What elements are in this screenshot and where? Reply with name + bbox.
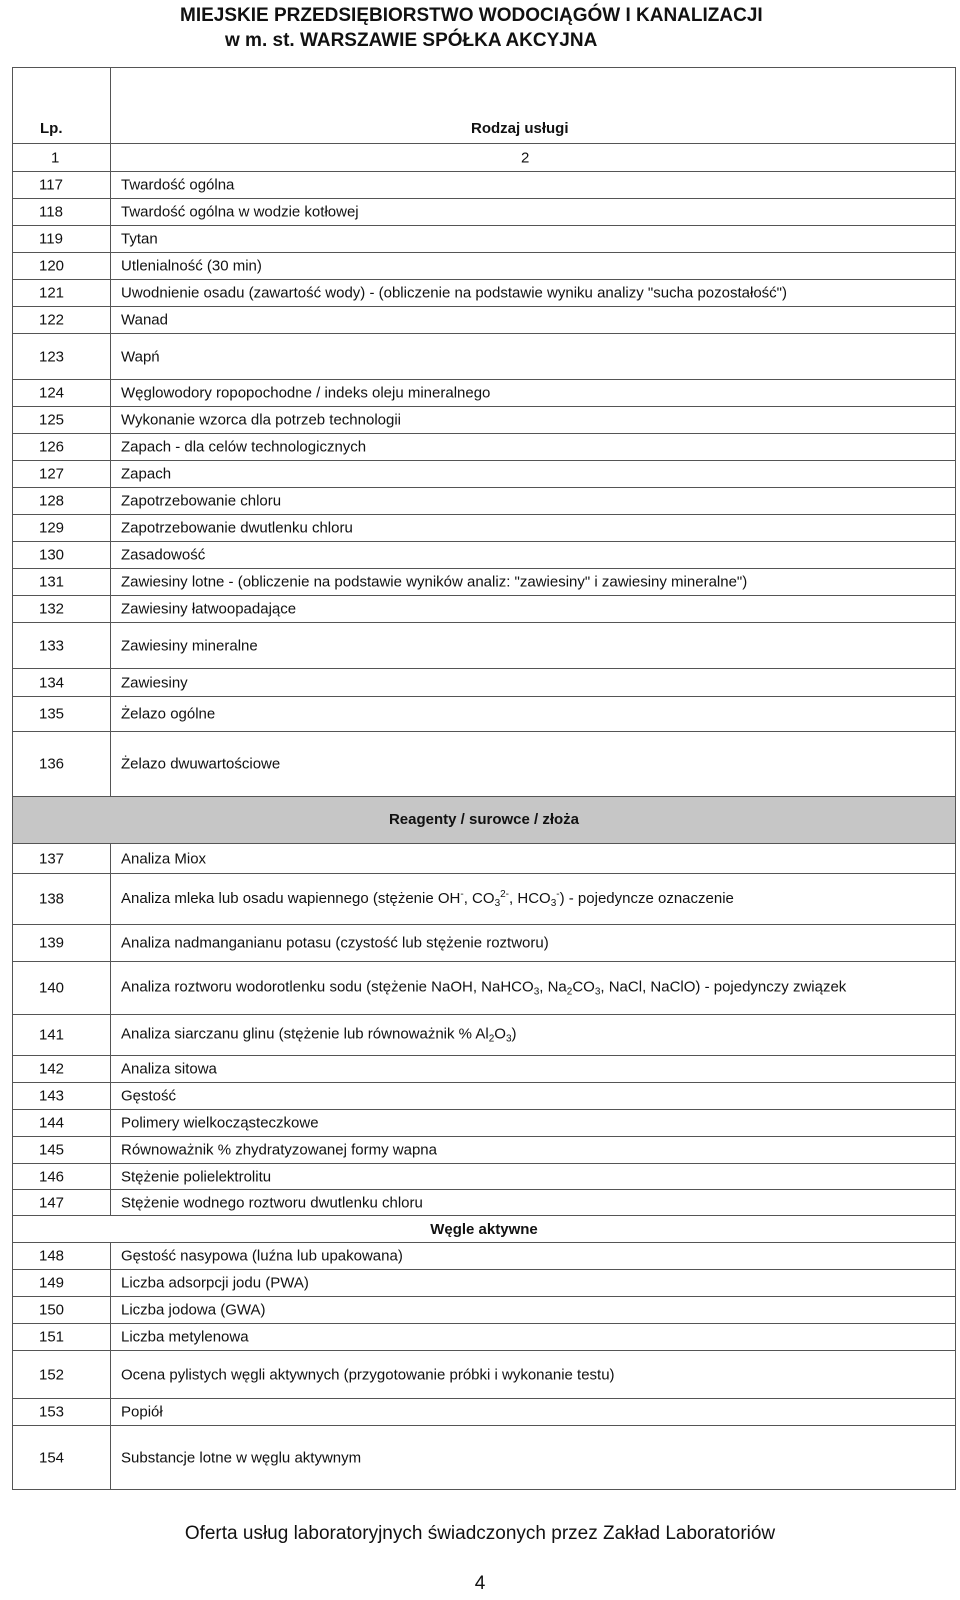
row-name: Zasadowość xyxy=(121,546,206,564)
row-lp: 139 xyxy=(39,934,65,952)
row-name: Analiza mleka lub osadu wapiennego (stężenie OH-, $CO_3^{2-}$, $HCO_3^-$) - pojedyncze oznaczenie xyxy=(121,889,734,909)
table-row xyxy=(13,488,955,515)
row-lp: 145 xyxy=(39,1141,65,1159)
section-row-carbon xyxy=(13,1216,955,1243)
row-name: Twardość ogólna w wodzie kotłowej xyxy=(121,203,359,221)
row-name: Żelazo dwuwartościowe xyxy=(121,755,281,773)
row-lp: 148 xyxy=(39,1247,65,1265)
header-line-2: w m. st. WARSZAWIE SPÓŁKA AKCYJNA xyxy=(225,30,598,51)
row-name: Liczba metylenowa xyxy=(121,1328,249,1346)
row-lp: 142 xyxy=(39,1060,65,1078)
row-name: Popiół xyxy=(121,1403,163,1421)
row-lp: 127 xyxy=(39,465,65,483)
table-row xyxy=(13,1324,955,1351)
document-header xyxy=(180,3,763,53)
row-lp: 132 xyxy=(39,600,65,618)
table-row xyxy=(13,925,955,962)
table-row xyxy=(13,1056,955,1083)
row-name: Zapotrzebowanie chloru xyxy=(121,492,282,510)
row-lp: 138 xyxy=(39,890,65,908)
row-name: Zawiesiny łatwoopadające xyxy=(121,600,297,618)
row-name: Twardość ogólna xyxy=(121,176,235,194)
row-name: Utlenialność (30 min) xyxy=(121,257,262,275)
row-name: Ocena pylistych węgli aktywnych (przygotowanie próbki i wykonanie testu) xyxy=(121,1366,615,1383)
row-name: Analiza roztworu wodorotlenku sodu (stężenie NaOH, NaHCO$_3$, $Na_2CO_3$, NaCl, NaClO) - pojedynczy związek xyxy=(121,978,847,998)
table-row xyxy=(13,1270,955,1297)
table-row xyxy=(13,307,955,334)
row-lp: 123 xyxy=(39,348,65,365)
table-row xyxy=(13,1083,955,1110)
table-row xyxy=(13,1351,955,1399)
row-lp: 143 xyxy=(39,1087,65,1105)
row-name: Węglowodory ropopochodne / indeks oleju mineralnego xyxy=(121,384,491,402)
table-row xyxy=(13,1137,955,1164)
table-row xyxy=(13,1426,955,1490)
page-number: 4 xyxy=(474,1573,486,1594)
row-lp: 131 xyxy=(39,573,65,591)
table-row xyxy=(13,253,955,280)
row-name: Liczba adsorpcji jodu (PWA) xyxy=(121,1274,309,1292)
row-name: Stężenie polielektrolitu xyxy=(121,1168,272,1185)
col-service-header: Rodzaj usługi xyxy=(471,120,569,137)
row-name: Tytan xyxy=(121,230,158,248)
row-name: Wapń xyxy=(121,348,160,365)
row-lp: 153 xyxy=(39,1403,65,1421)
row-lp: 126 xyxy=(39,438,65,456)
services-table xyxy=(12,67,956,1490)
table-colnum-row xyxy=(13,144,955,172)
row-lp: 122 xyxy=(39,311,65,329)
header-line-1: MIEJSKIE PRZEDSIĘBIORSTWO WODOCIĄGÓW I KANALIZACJI xyxy=(180,5,763,26)
table-row xyxy=(13,172,955,199)
row-name: Substancje lotne w węglu aktywnym xyxy=(121,1449,362,1466)
section-row-reagents xyxy=(13,797,955,844)
row-lp: 125 xyxy=(39,411,65,429)
table-row xyxy=(13,1297,955,1324)
row-lp: 117 xyxy=(39,176,63,194)
table-row xyxy=(13,226,955,253)
section-title-carbon: Węgle aktywne xyxy=(430,1221,538,1238)
row-name: Stężenie wodnego roztworu dwutlenku chloru xyxy=(121,1194,423,1211)
table-row xyxy=(13,732,955,797)
table-row xyxy=(13,280,955,307)
row-name: Analiza siarczanu glinu (stężenie lub równoważnik % $Al_2O_3$) xyxy=(121,1025,517,1045)
table-row xyxy=(13,569,955,596)
col-num-1: 1 xyxy=(51,149,60,166)
table-row xyxy=(13,697,955,732)
row-lp: 150 xyxy=(39,1301,65,1319)
row-name: Zapotrzebowanie dwutlenku chloru xyxy=(121,519,353,537)
row-name: Polimery wielkocząsteczkowe xyxy=(121,1114,319,1132)
row-name: Wykonanie wzorca dla potrzeb technologii xyxy=(121,411,402,429)
table-row xyxy=(13,1110,955,1137)
col-lp-header: Lp. xyxy=(40,120,63,137)
table-row xyxy=(13,1399,955,1426)
row-lp: 133 xyxy=(39,637,65,654)
table-row xyxy=(13,1190,955,1216)
row-lp: 136 xyxy=(39,755,65,773)
row-name: Zawiesiny mineralne xyxy=(121,637,258,654)
table-row xyxy=(13,461,955,488)
table-row xyxy=(13,515,955,542)
row-name: Analiza nadmanganianu potasu (czystość lub stężenie roztworu) xyxy=(121,934,549,952)
row-lp: 135 xyxy=(39,705,65,723)
row-lp: 129 xyxy=(39,519,65,537)
row-lp: 130 xyxy=(39,546,65,564)
footer-caption: Oferta usług laboratoryjnych świadczonych przez Zakład Laboratoriów xyxy=(184,1523,776,1544)
row-lp: 147 xyxy=(39,1194,65,1211)
table-row xyxy=(13,1015,955,1056)
table-row xyxy=(13,1243,955,1270)
row-lp: 149 xyxy=(39,1274,65,1292)
section-title-reagents: Reagenty / surowce / złoża xyxy=(388,811,580,828)
row-name: Gęstość nasypowa (luźna lub upakowana) xyxy=(121,1247,403,1265)
row-lp: 141 xyxy=(39,1026,65,1044)
row-lp: 151 xyxy=(39,1328,65,1346)
table-row xyxy=(13,962,955,1015)
row-name: Zapach xyxy=(121,465,172,483)
row-name: Liczba jodowa (GWA) xyxy=(121,1301,266,1319)
row-lp: 146 xyxy=(39,1168,65,1185)
row-name: Zawiesiny lotne - (obliczenie na podstawie wyników analiz: "zawiesiny" i zawiesiny mineralne") xyxy=(121,573,748,591)
row-lp: 128 xyxy=(39,492,65,510)
col-num-2: 2 xyxy=(521,149,530,166)
table-row xyxy=(13,844,955,874)
row-name: Analiza sitowa xyxy=(121,1060,217,1078)
table-row xyxy=(13,1164,955,1190)
row-lp: 119 xyxy=(39,230,63,248)
table-row xyxy=(13,542,955,569)
table-row xyxy=(13,407,955,434)
row-lp: 121 xyxy=(39,284,65,302)
row-name: Analiza Miox xyxy=(121,850,207,867)
row-lp: 140 xyxy=(39,979,65,997)
table-row xyxy=(13,199,955,226)
row-lp: 118 xyxy=(39,203,63,221)
table-row xyxy=(13,596,955,623)
row-name: Wanad xyxy=(121,311,168,329)
row-lp: 134 xyxy=(39,674,65,691)
row-lp: 152 xyxy=(39,1366,65,1383)
table-row xyxy=(13,669,955,697)
table-row xyxy=(13,380,955,407)
row-name: Gęstość xyxy=(121,1087,177,1105)
row-lp: 144 xyxy=(39,1114,65,1132)
row-lp: 120 xyxy=(39,257,65,275)
row-name: Uwodnienie osadu (zawartość wody) - (obliczenie na podstawie wyniku analizy "sucha pozostałość") xyxy=(121,284,787,302)
row-name: Żelazo ogólne xyxy=(121,705,216,723)
row-name: Zawiesiny xyxy=(121,674,188,691)
table-row xyxy=(13,623,955,669)
table-row xyxy=(13,334,955,380)
row-name: Równoważnik % zhydratyzowanej formy wapna xyxy=(121,1141,437,1159)
row-lp: 137 xyxy=(39,850,65,867)
table-header-row xyxy=(13,68,955,144)
table-row xyxy=(13,434,955,461)
row-lp: 154 xyxy=(39,1449,65,1466)
row-name: Zapach - dla celów technologicznych xyxy=(121,438,367,456)
table-row xyxy=(13,874,955,925)
row-lp: 124 xyxy=(39,384,65,402)
